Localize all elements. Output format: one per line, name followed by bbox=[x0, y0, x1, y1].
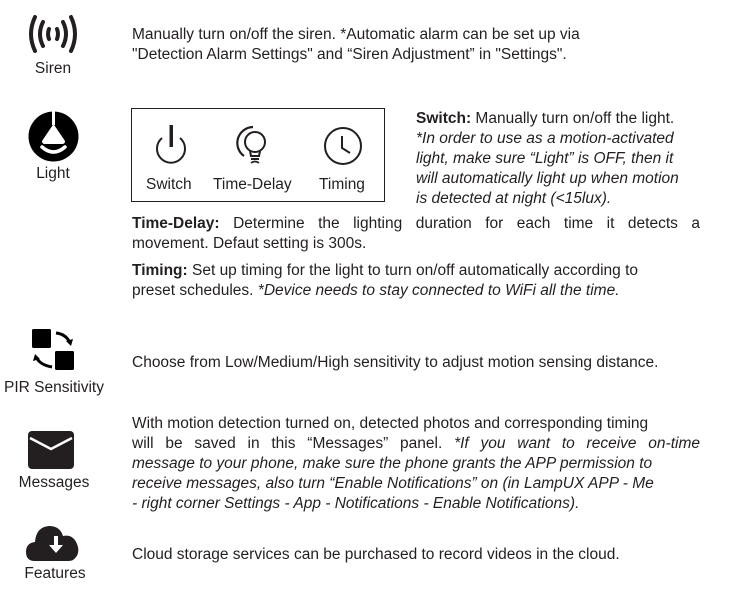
switch-note-2: light, make sure “Light” is OFF, then it bbox=[416, 150, 674, 167]
time-delay-title: Time-Delay: bbox=[132, 215, 220, 232]
light-label: Light bbox=[36, 165, 70, 182]
features-label: Features bbox=[24, 565, 86, 582]
messages-note-start: *If you want to receive on-time bbox=[454, 435, 700, 452]
siren-icon bbox=[25, 14, 81, 54]
timing-note: *Device needs to stay connected to WiFi all the time. bbox=[257, 282, 620, 299]
messages-description bbox=[132, 414, 700, 514]
time-delay-text-1: Determine the lighting duration for each time it detects a bbox=[219, 215, 700, 232]
timing-description bbox=[132, 261, 700, 301]
light-icon bbox=[28, 111, 79, 162]
clock-icon bbox=[323, 126, 363, 166]
switch-note-4: is detected at night (<15lux). bbox=[416, 190, 612, 207]
messages-text-2: will be saved in this “Messages” panel. bbox=[132, 435, 455, 452]
siren-description bbox=[132, 25, 692, 65]
switch-note-3: will automatically light up when motion bbox=[416, 170, 679, 187]
switch-control-label: Switch bbox=[146, 176, 192, 193]
timing-control-label: Timing bbox=[319, 176, 365, 193]
messages-line-4: receive messages, also turn “Enable Notifications” on (in LampUX APP - Me bbox=[132, 475, 654, 492]
time-delay-description bbox=[132, 214, 700, 254]
siren-line-1: Manually turn on/off the siren. *Automatic alarm can be set up via bbox=[132, 26, 580, 43]
timing-title: Timing: bbox=[132, 262, 188, 279]
timing-text-1: Set up timing for the light to turn on/off automatically according to bbox=[187, 262, 639, 279]
time-delay-line-1 bbox=[132, 214, 700, 234]
messages-line-2 bbox=[132, 434, 700, 454]
switch-line-1 bbox=[416, 109, 706, 129]
siren-label: Siren bbox=[34, 60, 72, 77]
pir-label: PIR Sensitivity bbox=[4, 379, 104, 396]
timing-text-2: preset schedules. bbox=[132, 282, 258, 299]
messages-line-3: message to your phone, make sure the phone grants the APP permission to bbox=[132, 455, 653, 472]
time-delay-line-2: movement. Defaut setting is 300s. bbox=[132, 235, 367, 252]
timing-line-1 bbox=[132, 261, 700, 281]
timing-line-2 bbox=[132, 281, 700, 301]
time-delay-control-label: Time-Delay bbox=[213, 176, 292, 193]
switch-description bbox=[416, 109, 706, 209]
switch-title: Switch: bbox=[416, 110, 472, 127]
cloud-download-icon bbox=[25, 524, 81, 562]
features-description: Cloud storage services can be purchased to record videos in the cloud. bbox=[132, 546, 620, 563]
switch-text: Manually turn on/off the light. bbox=[471, 110, 675, 127]
bulb-icon bbox=[236, 124, 272, 168]
power-icon bbox=[152, 124, 190, 168]
pir-description: Choose from Low/Medium/High sensitivity to adjust motion sensing distance. bbox=[132, 354, 659, 371]
messages-line-5: - right corner Settings - App - Notifications - Enable Notifications). bbox=[132, 495, 580, 512]
siren-line-2: "Detection Alarm Settings" and “Siren Adjustment” in "Settings". bbox=[132, 46, 567, 63]
pir-sensitivity-icon bbox=[32, 329, 76, 371]
envelope-icon bbox=[28, 431, 74, 469]
messages-label: Messages bbox=[18, 474, 90, 491]
messages-line-1: With motion detection turned on, detected photos and corresponding timing bbox=[132, 415, 649, 432]
switch-note-1: *In order to use as a motion-activated bbox=[416, 130, 674, 147]
